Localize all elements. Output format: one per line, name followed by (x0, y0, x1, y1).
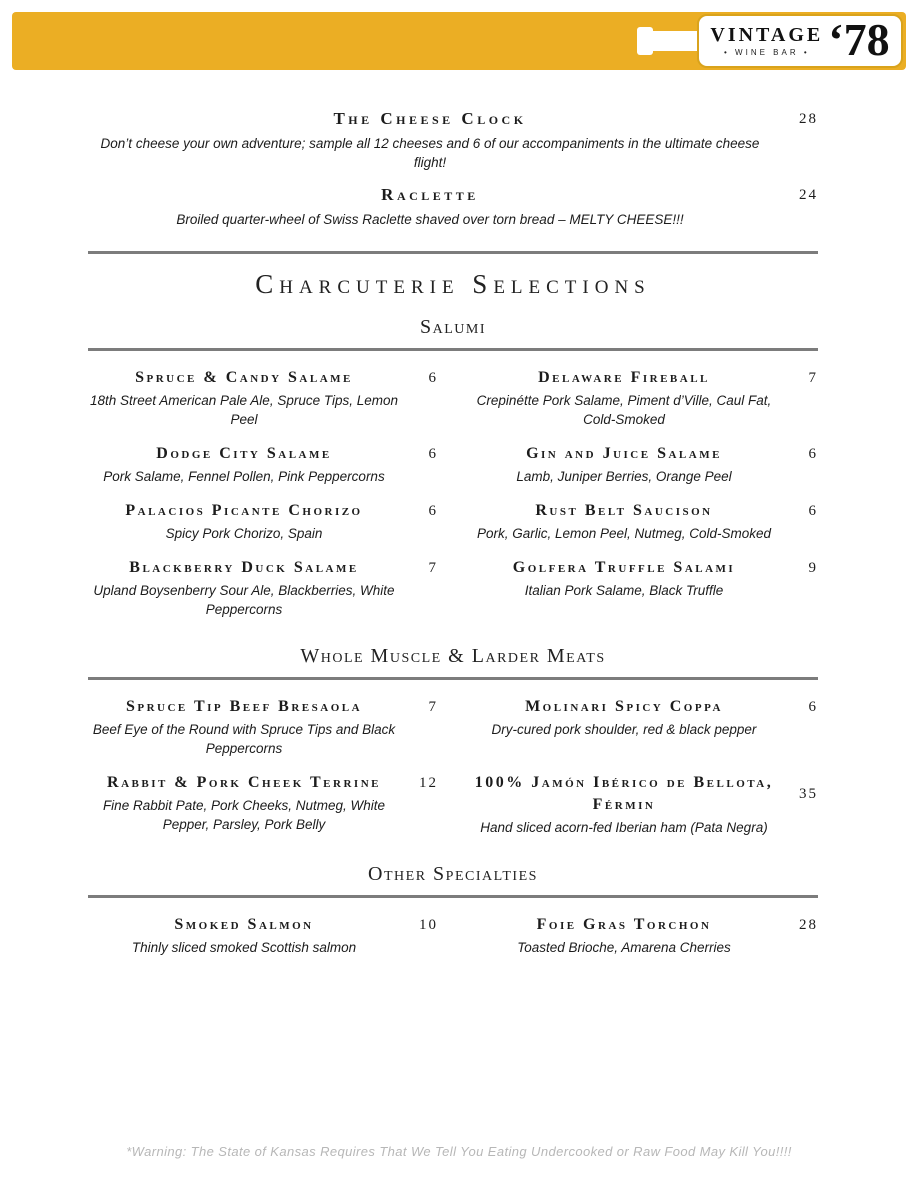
section-divider (88, 895, 818, 898)
section-heading: Whole Muscle & Larder Meats (300, 645, 606, 667)
section-divider (88, 251, 818, 254)
item-description: Upland Boysenberry Sour Ale, Blackberries, White Peppercorns (93, 583, 395, 617)
item-price: 6 (808, 502, 818, 519)
menu-item (88, 772, 438, 837)
item-price: 6 (428, 502, 438, 519)
section-heading: Other Specialties (368, 863, 538, 885)
menu-grid (88, 367, 818, 619)
brand-wordmark (710, 25, 823, 57)
menu-item (468, 367, 818, 429)
menu-item (468, 772, 818, 837)
item-description: Thinly sliced smoked Scottish salmon (131, 940, 357, 955)
wine-bottle-icon (697, 14, 903, 68)
menu-item (88, 184, 818, 229)
item-description: Pork Salame, Fennel Pollen, Pink Peppercorns (103, 469, 385, 484)
section-divider (88, 677, 818, 680)
item-price: 6 (808, 445, 818, 462)
item-title: Spruce & Candy Salame (135, 369, 353, 386)
health-warning: *Warning: The State of Kansas Requires That We Tell You Eating Undercooked or Raw Food May Kill You!!!! (126, 1144, 792, 1159)
item-title: Dodge City Salame (156, 445, 332, 462)
section-whole-muscle (88, 643, 818, 837)
item-description: Italian Pork Salame, Black Truffle (524, 583, 724, 598)
item-description: 18th Street American Pale Ale, Spruce Tips, Lemon Peel (89, 393, 399, 427)
brand-name: VINTAGE (710, 24, 824, 46)
item-description: Broiled quarter-wheel of Swiss Raclette shaved over torn bread – MELTY CHEESE!!! (176, 212, 684, 227)
item-description: Don’t cheese your own adventure; sample all 12 cheeses and 6 of our accompaniments in the ultimate cheese flight! (100, 136, 760, 170)
item-title: The Cheese Clock (333, 109, 527, 128)
item-title: Golfera Truffle Salami (512, 559, 736, 576)
item-price: 6 (808, 698, 818, 715)
item-title: Raclette (381, 185, 479, 204)
menu-item (88, 108, 818, 172)
menu-item (88, 914, 438, 957)
page-footer (0, 1144, 918, 1159)
menu-item (468, 557, 818, 619)
item-title: Smoked Salmon (174, 916, 314, 933)
menu-item (88, 367, 438, 429)
menu-item (88, 500, 438, 543)
item-description: Crepinétte Pork Salame, Piment d’Ville, Caul Fat, Cold-Smoked (476, 393, 772, 427)
item-price: 28 (799, 916, 818, 933)
item-description: Hand sliced acorn-fed Iberian ham (Pata Negra) (480, 820, 768, 835)
item-price: 28 (799, 110, 818, 127)
menu-grid (88, 696, 818, 837)
item-price: 35 (799, 785, 818, 802)
item-price: 9 (808, 559, 818, 576)
item-price: 6 (428, 445, 438, 462)
item-price: 6 (428, 369, 438, 386)
item-title: Molinari Spicy Coppa (525, 698, 723, 715)
menu-grid (88, 914, 818, 957)
item-title: Foie Gras Torchon (536, 916, 712, 933)
item-title: Gin and Juice Salame (526, 445, 722, 462)
item-description: Fine Rabbit Pate, Pork Cheeks, Nutmeg, White Pepper, Parsley, Pork Belly (102, 798, 386, 832)
item-title: 100% Jamón Ibérico de Bellota, Férmin (474, 774, 774, 813)
item-price: 7 (428, 559, 438, 576)
item-description: Toasted Brioche, Amarena Cherries (517, 940, 731, 955)
section-heading: Salumi (419, 316, 486, 338)
menu-item (468, 696, 818, 758)
menu-item (468, 914, 818, 957)
item-price: 10 (419, 916, 438, 933)
item-price: 7 (428, 698, 438, 715)
menu-item (468, 443, 818, 486)
menu-item (88, 443, 438, 486)
item-description: Beef Eye of the Round with Spruce Tips and Black Peppercorns (92, 722, 396, 756)
item-title: Rust Belt Saucison (535, 502, 713, 519)
item-title: Spruce Tip Beef Bresaola (125, 698, 363, 715)
item-description: Dry-cured pork shoulder, red & black pepper (491, 722, 757, 737)
featured-section (88, 108, 818, 229)
page-title: Charcuterie Selections (255, 269, 651, 299)
menu-item (88, 557, 438, 619)
item-price: 12 (419, 774, 438, 791)
brand-tagline: • WINE BAR • (724, 48, 810, 57)
menu-page (88, 108, 818, 957)
item-title: Rabbit & Pork Cheek Terrine (107, 774, 381, 791)
item-title: Blackberry Duck Salame (129, 559, 359, 576)
item-price: 7 (808, 369, 818, 386)
item-description: Spicy Pork Chorizo, Spain (165, 526, 323, 541)
brand-year: ‘78 (828, 14, 890, 65)
section-divider (88, 348, 818, 351)
section-salumi (88, 314, 818, 619)
brand-banner (12, 12, 906, 70)
item-description: Pork, Garlic, Lemon Peel, Nutmeg, Cold-Smoked (476, 526, 772, 541)
item-description: Lamb, Juniper Berries, Orange Peel (516, 469, 732, 484)
item-title: Delaware Fireball (538, 369, 710, 386)
item-price: 24 (799, 186, 818, 203)
section-other-specialties (88, 861, 818, 957)
menu-item (468, 500, 818, 543)
item-title: Palacios Picante Chorizo (125, 502, 363, 519)
menu-item (88, 696, 438, 758)
